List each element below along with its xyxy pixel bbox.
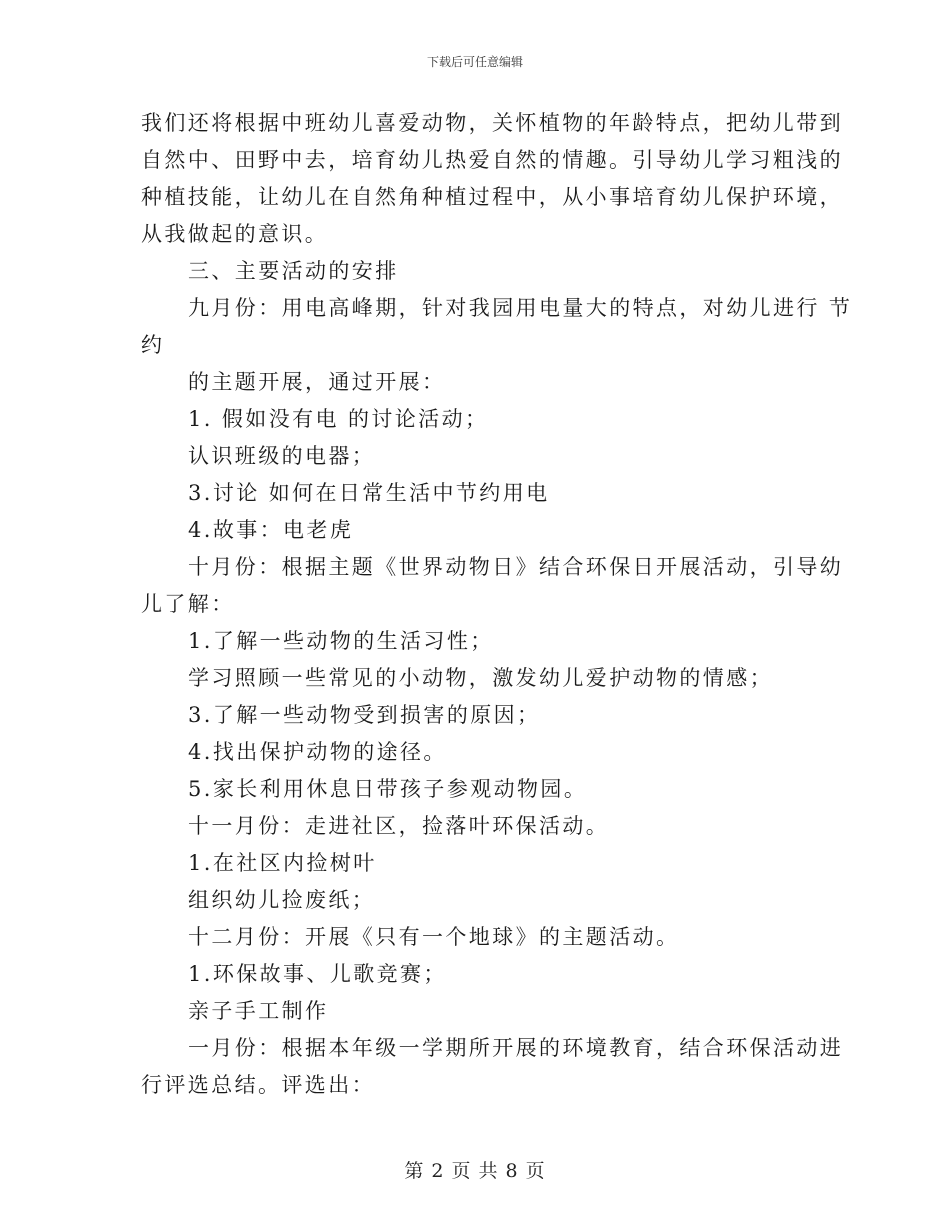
list-item: 1. 假如没有电 的讨论活动； bbox=[188, 407, 489, 431]
page-header: 下载后可任意编辑 bbox=[426, 55, 523, 69]
list-item: 4.故事：电老虎 bbox=[188, 518, 354, 542]
list-item: 3.讨论 如何在日常生活中节约用电 bbox=[188, 481, 550, 505]
list-item: 4.找出保护动物的途径。 bbox=[188, 740, 447, 764]
list-item: 3.了解一些动物受到损害的原因； bbox=[188, 703, 541, 727]
page-footer: 第 2 页 共 8 页 bbox=[404, 1160, 546, 1182]
list-item: 认识班级的电器； bbox=[188, 444, 376, 468]
list-item: 1.了解一些动物的生活习性； bbox=[188, 629, 494, 653]
text-line: 的主题开展，通过开展： bbox=[188, 370, 446, 394]
list-item: 学习照顾一些常见的小动物，激发幼儿爱护动物的情感； bbox=[188, 666, 773, 690]
text-line: 从我做起的意识。 bbox=[141, 222, 329, 246]
list-item: 亲子手工制作 bbox=[188, 999, 329, 1023]
list-item: 1.在社区内捡树叶 bbox=[188, 851, 377, 875]
list-item: 1.环保故事、儿歌竞赛； bbox=[188, 962, 447, 986]
section-heading: 三、主要活动的安排 bbox=[188, 259, 399, 283]
text-line: 一月份：根据本年级一学期所开展的环境教育，结合环保活动进 bbox=[188, 1036, 844, 1060]
list-item: 5.家长利用休息日带孩子参观动物园。 bbox=[188, 777, 588, 801]
text-line: 行评选总结。评选出： bbox=[141, 1073, 375, 1097]
text-line: 九月份：用电高峰期，针对我园用电量大的特点，对幼儿进行 节 bbox=[188, 296, 853, 320]
text-line: 十一月份：走进社区，捡落叶环保活动。 bbox=[188, 814, 610, 838]
text-line: 十月份：根据主题《世界动物日》结合环保日开展活动，引导幼 bbox=[188, 555, 844, 579]
text-line: 我们还将根据中班幼儿喜爱动物，关怀植物的年龄特点，把幼儿带到 bbox=[141, 111, 843, 135]
text-line: 种植技能，让幼儿在自然角种植过程中，从小事培育幼儿保护环境， bbox=[141, 185, 843, 209]
text-line: 十二月份：开展《只有一个地球》的主题活动。 bbox=[188, 925, 680, 949]
text-line: 自然中、田野中去，培育幼儿热爱自然的情趣。引导幼儿学习粗浅的 bbox=[141, 148, 843, 172]
text-line: 约 bbox=[141, 333, 165, 357]
text-line: 儿了解： bbox=[141, 592, 235, 616]
list-item: 组织幼儿捡废纸； bbox=[188, 888, 376, 912]
